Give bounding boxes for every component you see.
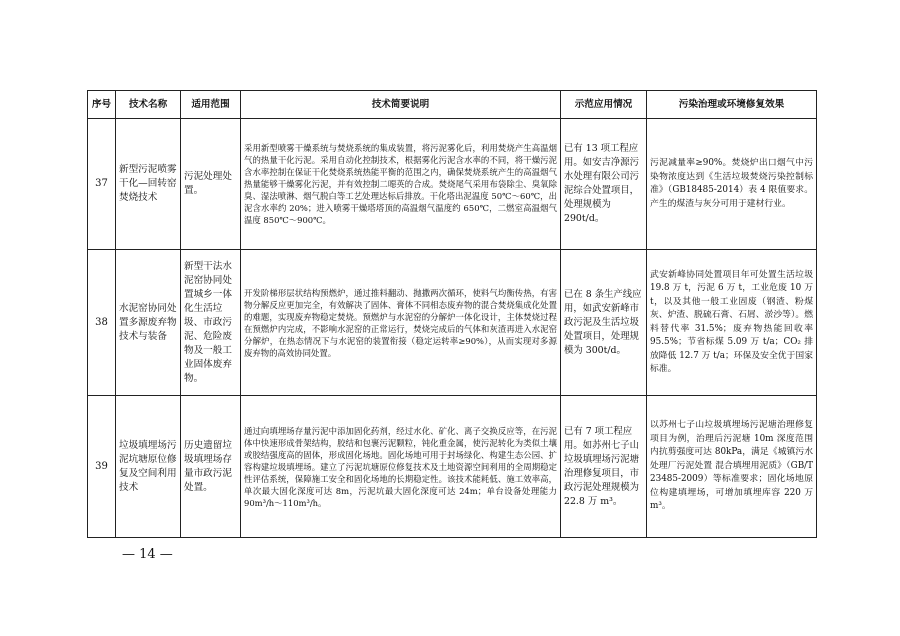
row-demo: 已有 13 项工程应用。如安吉净源污水处理有限公司污泥综合处置项目，处理规模为 290t/d。 xyxy=(561,119,647,250)
row-effect: 污泥减量率≥90%。焚烧炉出口烟气中污染物浓度达到《生活垃圾焚烧污染控制标准》（GB18485-2014）表 4 限值要求。产生的煤渣与灰分可用于建材行业。 xyxy=(647,119,817,250)
page-number: — 14 — xyxy=(122,547,173,562)
row-description: 开发阶梯形层状结构预燃炉，通过推料翻动、抛撒两次循环，使料气均衡传热，有害物分解反应更加完全，有效解决了固体、膏体不同相态废弃物的混合焚烧集成化处置的难题，实现废弃物稳定焚烧。预燃炉与水泥窑的分解炉一体化设计，主体焚烧过程在预燃炉内完成，不影响水泥窑的正常运行，焚烧完成后的气体和灰渣再进入水泥窑分解炉，在热态情况下与水泥窑的装置衔接（稳定运转率≥90%），从而实现对多源废弃物的高效协同处置。 xyxy=(241,250,561,396)
table-row xyxy=(88,250,817,396)
row-demo: 已有 7 项工程应用。如苏州七子山垃圾填埋场污泥塘治理修复项目，市政污泥处理规模为 22.8 万 m³。 xyxy=(561,396,647,538)
row-number: 37 xyxy=(88,119,116,250)
header-serial: 序号 xyxy=(88,91,116,119)
table-row xyxy=(88,119,817,250)
header-scope: 适用范围 xyxy=(181,91,241,119)
row-number: 38 xyxy=(88,250,116,396)
technology-table xyxy=(87,90,817,538)
header-description: 技术简要说明 xyxy=(241,91,561,119)
row-effect: 武安新峰协同处置项目年可处置生活垃圾 19.8 万 t，污泥 6 万 t，工业危废 10 万 t，以及其他一般工业固废（钢渣、粉煤灰、炉渣、脱硫石膏、石屑、淤沙等）。燃料替代率 31.5%；废弃物热能回收率 95.5%；节省标煤 5.09 万 t/a；CO₂ 排放降低 12.7 万 t/a；环保及安全优于国家标准。 xyxy=(647,250,817,396)
row-description: 通过向填埋场存量污泥中添加固化药剂，经过水化、矿化、离子交换反应等，在污泥体中快速形成骨架结构，胶结和包裹污泥颗粒，钝化重金属，使污泥转化为类似土壤或胶结强度高的固体，形成固化场地。固化场地可用于封场绿化、构建生态公园、扩容构建垃圾填埋场。建立了污泥坑塘原位修复技术及土地资源空间利用的全周期稳定性评估系统，保障施工安全和固化场地的长期稳定性。该技术能耗低、施工效率高，单次最大固化深度可达 8m，污泥坑最大固化深度可达 24m；单台设备处理能力 90m³/h～110m³/h。 xyxy=(241,396,561,538)
row-scope: 新型干法水泥窑协同处置城乡一体化生活垃圾、市政污泥、危险废物及一般工业固体废弃物。 xyxy=(181,250,241,396)
row-effect: 以苏州七子山垃圾填埋场污泥塘治理修复项目为例，治理后污泥塘 10m 深度范围内抗剪强度可达 80kPa，满足《城镇污水处理厂污泥处置 混合填埋用泥质》（GB/T 23485-2009）等标准要求；固化场地原位构建填埋场，可增加填埋库容 220 万 m³。 xyxy=(647,396,817,538)
row-demo: 已在 8 条生产线应用，如武安新峰市政污泥及生活垃圾处置项目，处理规模为 300t/d。 xyxy=(561,250,647,396)
row-number: 39 xyxy=(88,396,116,538)
row-scope: 历史遗留垃圾填埋场存量市政污泥处置。 xyxy=(181,396,241,538)
header-effect: 污染治理或环境修复效果 xyxy=(647,91,817,119)
row-tech-name: 垃圾填埋场污泥坑塘原位修复及空间利用技术 xyxy=(116,396,181,538)
header-tech-name: 技术名称 xyxy=(116,91,181,119)
table-header-row xyxy=(88,91,817,119)
row-description: 采用新型喷雾干燥系统与焚烧系统的集成装置，将污泥雾化后，利用焚烧产生高温烟气的热量干化污泥。采用自动化控制技术，根据雾化污泥含水率的不同，将干燥污泥含水率控制在保证干化焚烧系统热能平衡的范围之内，确保焚烧系统产生的高温烟气热量能够干燥雾化污泥，并有效控制二噁英的合成。焚烧尾气采用布袋除尘、臭氧除臭、湿法喷淋、烟气脱白等工艺处理达标后排放。干化塔出泥温度 50℃～60℃，出泥含水率约 20%；进入喷雾干燥塔塔顶的高温烟气温度约 650℃，二燃室高温烟气温度 850℃～900℃。 xyxy=(241,119,561,250)
row-tech-name: 水泥窑协同处置多源废弃物技术与装备 xyxy=(116,250,181,396)
row-tech-name: 新型污泥喷雾干化—回转窑焚烧技术 xyxy=(116,119,181,250)
header-demo: 示范应用情况 xyxy=(561,91,647,119)
table-row xyxy=(88,396,817,538)
row-scope: 污泥处理处置。 xyxy=(181,119,241,250)
